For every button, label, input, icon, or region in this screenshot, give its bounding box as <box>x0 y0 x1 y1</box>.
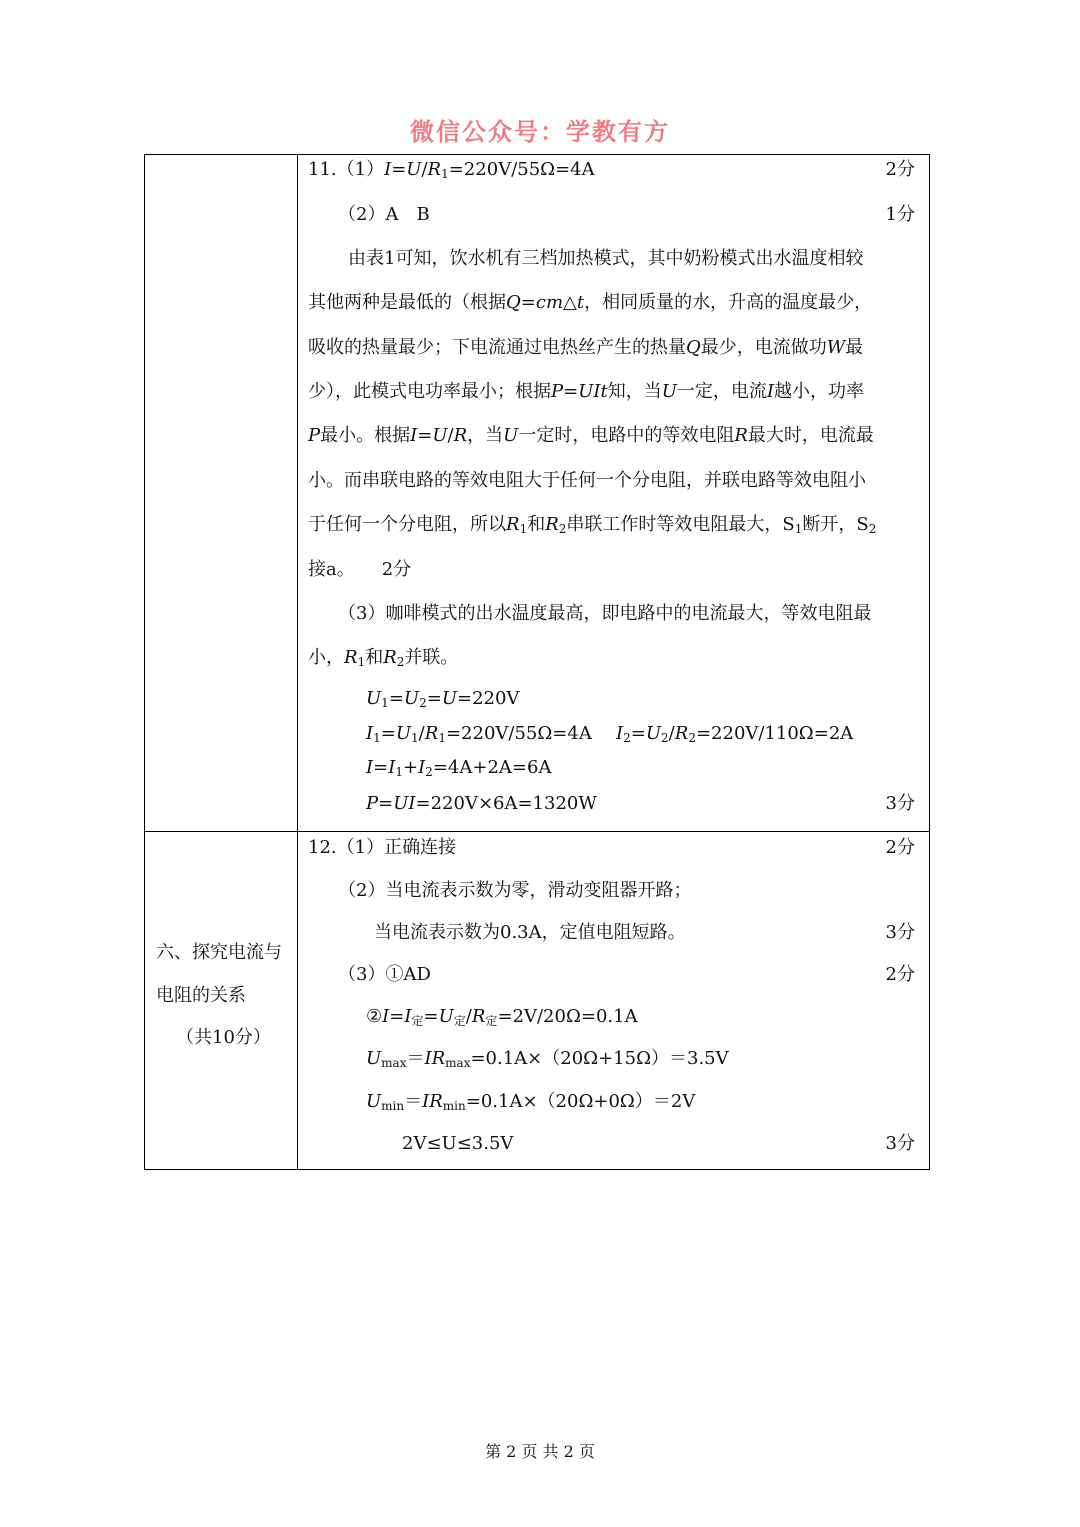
q12-score4: 3分 <box>885 1133 915 1154</box>
q11-explanation-line3: 吸收的热量最少；下电流通过电热丝产生的热量Q最少，电流做功W最 <box>308 337 864 358</box>
page-footer: 第 2 页 共 2 页 <box>485 1442 595 1461</box>
q11-part3-line1: （3）咖啡模式的出水温度最高，即电路中的电流最大，等效电阻最 <box>338 603 872 624</box>
row-divider <box>144 831 930 832</box>
watermark-title: 微信公众号：学教有方 <box>410 117 670 146</box>
q12-score1: 2分 <box>885 837 915 858</box>
q11-explanation-line6: 小。而串联电路的等效电阻大于任何一个分电阻，并联电路等效电阻小 <box>308 470 866 491</box>
q11-eq-power: P=UI=220V×6A=1320W <box>366 793 597 814</box>
q11-score2: 1分 <box>885 204 915 225</box>
section6-title-line2: 电阻的关系 <box>156 985 246 1006</box>
q12-part3-label: （3）①AD <box>338 964 431 985</box>
q11-explanation-line4: 少），此模式电功率最小；根据P=UIt知，当U一定，电流I越小，功率 <box>308 381 865 402</box>
q11-part2-label: （2）A B <box>338 204 430 225</box>
section6-title-line1: 六、探究电流与 <box>156 942 282 963</box>
q11-part3-line2: 小，$R_1$和$R_2$并联。 <box>308 647 459 669</box>
q11-explanation-line1: 由表1可知，饮水机有三档加热模式，其中奶粉模式出水温度相较 <box>348 248 864 269</box>
q11-part1: $11.(1)I=U/R_1=220V/55\Omega=4A$ <box>308 159 595 181</box>
q11-explanation-line2: 其他两种是最低的（根据Q=cm△t，相同质量的水，升高的温度最少， <box>308 292 873 313</box>
q11-eq-current1: $I_1=U_1/R_1=220V/55\Omega=4A$ <box>366 723 592 745</box>
q11-score1: 2分 <box>885 159 915 180</box>
q11-eq-voltage: $U_1=U_2=U=220V$ <box>366 688 520 710</box>
q11-explanation-line7: 于任何一个分电阻，所以$R_1$和$R_2$串联工作时等效电阻最大，$S_1$断开，$S_2$ <box>308 514 877 536</box>
column-divider <box>297 154 298 1170</box>
q12-part2-line1: （2）当电流表示数为零，滑动变阻器开路； <box>338 880 692 901</box>
q11-explanation-line8: 接a。 2分 <box>308 559 412 580</box>
q11-eq-current2: $I_2=U_2/R_2=220V/110\Omega=2A$ <box>616 723 854 745</box>
q12-part2-line2: 当电流表示数为0.3A，定值电阻短路。 <box>374 922 686 943</box>
q12-eq-umax: $U_{max}=IR_{max}=0.1A\times(20\Omega+15\Omega)=3.5V$ <box>366 1048 729 1070</box>
q11-score3: 3分 <box>885 793 915 814</box>
q11-eq-total-current: $I=I_1+I_2=4A+2A=6A$ <box>366 757 552 779</box>
q12-score3: 2分 <box>885 964 915 985</box>
q12-part1: 12.（1）正确连接 <box>308 837 457 858</box>
q11-explanation-line5: P最小。根据I=U/R，当U一定时，电路中的等效电阻R最大时，电流最 <box>308 425 874 446</box>
q12-eq-current: $②I=I_定=U_定/R_定=2V/20\Omega=0.1A$ <box>366 1006 638 1028</box>
section6-points: （共10分） <box>176 1027 271 1048</box>
q12-eq-range: 2V≤U≤3.5V <box>402 1133 514 1154</box>
q12-score2: 3分 <box>885 922 915 943</box>
q12-eq-umin: $U_{min}=IR_{min}=0.1A\times(20\Omega+0\Omega)=2V$ <box>366 1091 696 1113</box>
